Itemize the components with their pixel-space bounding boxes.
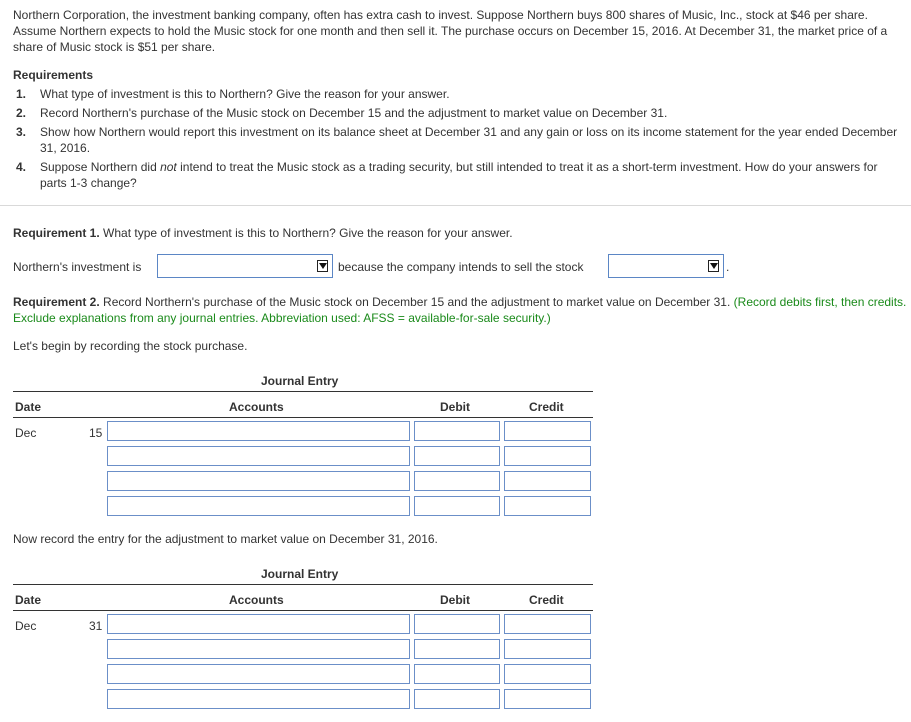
requirement-number: 1. <box>16 87 27 101</box>
investment-type-dropdown[interactable] <box>157 254 333 278</box>
req2-question-text: Record Northern's purchase of the Music stock on December 15 and the adjustment to market value on December 31. <box>99 295 734 309</box>
requirements-heading: Requirements <box>13 68 94 82</box>
account-input[interactable] <box>107 664 410 684</box>
journal-title: Journal Entry <box>261 374 339 388</box>
req1-question-text: What type of investment is this to Northern? Give the reason for your answer. <box>99 226 513 240</box>
account-input[interactable] <box>107 614 410 634</box>
problem-intro: Northern Corporation, the investment banking company, often has extra cash to invest. Suppose Northern buys 800 shares of Music, Inc., stock at $46 per share. Assume Northern expects to hold the Music stock for one month and then sell it. The purchase occurs on December 15, 2016. At December 31, the market price of a share of Music stock is $51 per share. <box>13 8 888 54</box>
credit-input[interactable] <box>504 614 591 634</box>
entry-month: Dec <box>15 426 37 440</box>
requirement-number: 2. <box>16 106 27 120</box>
debit-input[interactable] <box>414 471 500 491</box>
req1-prefix: Northern's investment is <box>13 260 142 274</box>
debit-header: Debit <box>440 400 470 414</box>
debit-input[interactable] <box>414 496 500 516</box>
credit-input[interactable] <box>504 446 591 466</box>
credit-input[interactable] <box>504 689 591 709</box>
requirement-item-1 <box>13 86 905 102</box>
credit-input[interactable] <box>504 639 591 659</box>
req1-suffix: . <box>726 260 730 274</box>
journal-top-rule <box>13 584 593 585</box>
requirement-text-post: intend to treat the Music stock as a trading security, but still intended to treat it as a short-term investment. How do your answers for parts 1-3 change? <box>40 160 878 190</box>
requirement-text-pre: Suppose Northern did <box>40 160 161 174</box>
section-divider <box>0 205 911 206</box>
debit-input[interactable] <box>414 664 500 684</box>
debit-input[interactable] <box>414 446 500 466</box>
requirement-text: Record Northern's purchase of the Music stock on December 15 and the adjustment to market value on December 31. <box>40 106 668 120</box>
date-header: Date <box>15 593 42 607</box>
requirement-item-4 <box>13 159 905 191</box>
date-header: Date <box>15 400 42 414</box>
req1-label: Requirement 1. <box>13 226 100 240</box>
account-input[interactable] <box>107 471 410 491</box>
journal-top-rule <box>13 391 593 392</box>
debit-input[interactable] <box>414 689 500 709</box>
account-input[interactable] <box>107 689 410 709</box>
credit-input[interactable] <box>504 471 591 491</box>
entry-day: 15 <box>89 426 103 440</box>
credit-input[interactable] <box>504 496 591 516</box>
requirement-number: 3. <box>16 125 27 139</box>
req2-instructions: (Record debits first, then credits. Exclude explanations from any journal entries. Abbreviation used: AFSS = available-for-sale security.) <box>13 295 907 325</box>
journal-title: Journal Entry <box>261 567 339 581</box>
debit-input[interactable] <box>414 614 500 634</box>
req2-question <box>13 294 908 326</box>
account-input[interactable] <box>107 496 410 516</box>
account-input[interactable] <box>107 446 410 466</box>
begin-text: Let's begin by recording the stock purchase. <box>13 339 248 353</box>
requirement-text: What type of investment is this to Northern? Give the reason for your answer. <box>40 87 450 101</box>
debit-header: Debit <box>440 593 470 607</box>
credit-input[interactable] <box>504 421 591 441</box>
accounts-header: Accounts <box>229 400 284 414</box>
requirements-list <box>13 86 905 194</box>
requirement-text: Show how Northern would report this investment on its balance sheet at December 31 and any gain or loss on its income statement for the year ended December 31, 2016. <box>40 125 898 155</box>
requirement-item-2 <box>13 105 905 121</box>
credit-input[interactable] <box>504 664 591 684</box>
req2-label: Requirement 2. <box>13 295 100 309</box>
dropdown-arrow-icon[interactable] <box>708 260 719 272</box>
debit-input[interactable] <box>414 639 500 659</box>
accounts-header: Accounts <box>229 593 284 607</box>
account-input[interactable] <box>107 639 410 659</box>
requirement-number: 4. <box>16 160 27 174</box>
account-input[interactable] <box>107 421 410 441</box>
req1-middle: because the company intends to sell the stock <box>338 260 584 274</box>
credit-header: Credit <box>529 593 564 607</box>
dropdown-arrow-icon[interactable] <box>317 260 328 272</box>
requirement-text-emphasis: not <box>160 160 177 174</box>
entry-month: Dec <box>15 619 37 633</box>
debit-input[interactable] <box>414 421 500 441</box>
req1-question <box>13 226 513 240</box>
adjust-text: Now record the entry for the adjustment to market value on December 31, 2016. <box>13 532 438 546</box>
reason-dropdown[interactable] <box>608 254 724 278</box>
credit-header: Credit <box>529 400 564 414</box>
journal-header-rule <box>13 417 593 418</box>
journal-header-rule <box>13 610 593 611</box>
requirement-item-3 <box>13 124 905 156</box>
entry-day: 31 <box>89 619 103 633</box>
